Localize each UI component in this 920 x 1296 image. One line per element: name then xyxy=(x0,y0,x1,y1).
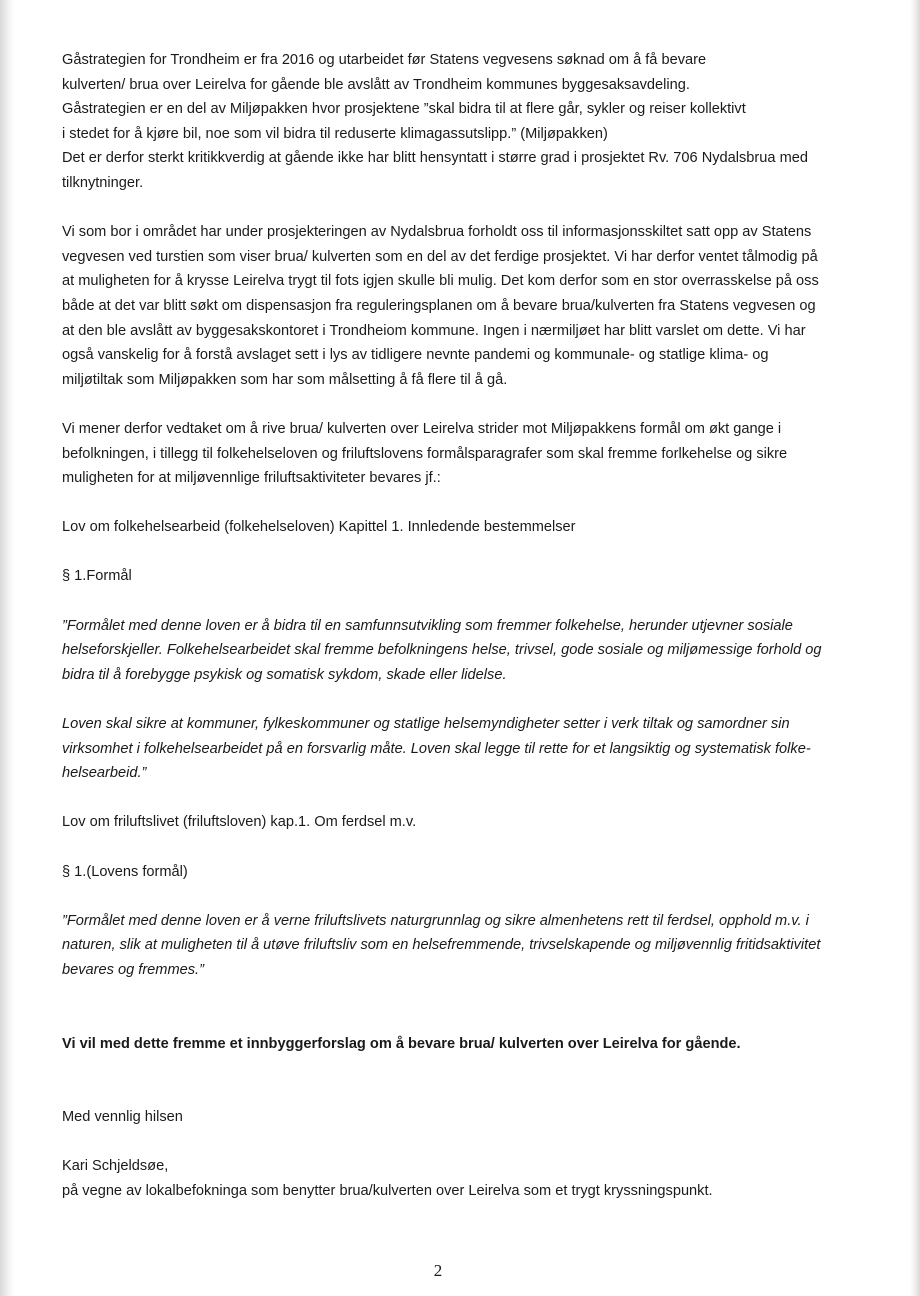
paragraph xyxy=(62,220,882,392)
text-line: Gåstrategien for Trondheim er fra 2016 og utarbeidet før Statens vegvesens søknad om å få bevare xyxy=(62,52,707,68)
text-line: helsearbeid.” xyxy=(62,765,147,782)
text-line: i stedet for å kjøre bil, noe som vil bidra til reduserte klimagassutslipp.” (Miljøpakken) xyxy=(62,125,608,142)
text-line: vegvesen ved turstien som viser brua/ kulverten som en del av det ferdige prosjektet. Vi har derfor ventet tålmodig på xyxy=(62,248,818,265)
text-line: virksomhet i folkehelsearbeidet på en forsvarlig måte. Loven skal legge til rette for et langsiktig og systematisk folke- xyxy=(62,740,811,757)
text-line: bevares og fremmes.” xyxy=(62,961,204,978)
text-line: § 1.Formål xyxy=(62,568,132,585)
text-line: Det er derfor sterkt kritikkverdig at gående ikke har blitt hensyntatt i større grad i prosjektet Rv. 706 Nydalsbrua med xyxy=(62,150,808,167)
text-line: befolkningen, i tillegg til folkehelseloven og friluftslovens formålsparagrafer som skal fremme forlkehelse og sikre xyxy=(62,445,788,462)
text-line: både at det var blitt søkt om dispensasjon fra reguleringsplanen om å bevare brua/kulverten fra Statens vegvesen og xyxy=(62,297,816,314)
paragraph xyxy=(62,1105,882,1130)
paragraph xyxy=(62,810,882,835)
paragraph xyxy=(62,564,882,589)
text-line: bidra til å forebygge psykisk og somatisk sykdom, skade eller lidelse. xyxy=(62,666,507,683)
text-line: Med vennlig hilsen xyxy=(62,1109,183,1126)
text-line: helseforskjeller. Folkehelsearbeidet skal fremme befolkningens helse, trivsel, gode sosiale og miljømessige forhold og xyxy=(62,642,822,659)
text-line: Vi vil med dette fremme et innbyggerforslag om å bevare brua/ kulverten over Leirelva for gående. xyxy=(62,1035,741,1052)
text-line: Lov om folkehelsearbeid (folkehelseloven) Kapittel 1. Innledende bestemmelser xyxy=(62,519,576,536)
paragraph xyxy=(62,712,882,786)
paragraph xyxy=(62,417,882,491)
paragraph xyxy=(62,614,882,688)
document-body xyxy=(62,48,882,1204)
text-line: Lov om friluftslivet (friluftsloven) kap.1. Om ferdsel m.v. xyxy=(62,814,417,831)
paragraph xyxy=(62,48,882,196)
paragraph xyxy=(62,1032,882,1057)
text-line: at muligheten for å krysse Leirelva trygt til fots igjen skulle bli mulig. Det kom derfor som en stor overrasskelse på oss xyxy=(62,273,819,290)
text-line: Vi som bor i området har under prosjekteringen av Nydalsbrua forholdt oss til informasjonsskiltet satt opp av Statens xyxy=(62,224,812,241)
text-line: miljøtiltak som Miljøpakken som har som målsetting å få flere til å gå. xyxy=(62,371,508,388)
page-edge-shadow-right xyxy=(910,0,920,1296)
text-line: Loven skal sikre at kommuner, fylkeskommuner og statlige helsemyndigheter setter i verk tiltak og samordner sin xyxy=(62,716,790,733)
paragraph xyxy=(62,1154,882,1203)
text-line: muligheten for at miljøvennlige friluftsaktiviteter bevares jf.: xyxy=(62,470,441,487)
text-line: at den ble avslått av byggesakskontoret i Trondheiom kommune. Ingen i nærmiljøet har blitt varslet om dette. Vi har xyxy=(62,322,806,339)
text-line: på vegne av lokalbefokninga som benytter brua/kulverten over Leirelva som et trygt kryssningspunkt. xyxy=(62,1182,713,1199)
page-number: 2 xyxy=(433,1261,443,1280)
text-line: Kari Schjeldsøe, xyxy=(62,1158,169,1175)
text-line: ”Formålet med denne loven er å verne friluftslivets naturgrunnlag og sikre almenhetens rett til ferdsel, opphold m.v. i xyxy=(62,912,809,929)
text-line: naturen, slik at muligheten til å utøve friluftsliv som en helsefremmende, trivselskapende og miljøvennlig fritidsaktivitet xyxy=(62,937,821,954)
text-line: ”Formålet med denne loven er å bidra til en samfunnsutvikling som fremmer folkehelse, herunder utjevner sosiale xyxy=(62,617,793,634)
text-line: Gåstrategien er en del av Miljøpakken hvor prosjektene ”skal bidra til at flere går, sykler og reiser kollektivt xyxy=(62,101,746,118)
text-line: tilknytninger. xyxy=(62,174,144,191)
paragraph xyxy=(62,860,882,885)
text-line: også vanskelig for å forstå avslaget sett i lys av tidligere nevnte pandemi og kommunale- og statlige klima- og xyxy=(62,347,769,364)
page-edge-shadow-left xyxy=(0,0,14,1296)
paragraph xyxy=(62,515,882,540)
text-line: § 1.(Lovens formål) xyxy=(62,863,188,880)
text-line: kulverten/ brua over Leirelva for gående ble avslått av Trondheim kommunes byggesaksavdeling. xyxy=(62,76,690,93)
text-line: Vi mener derfor vedtaket om å rive brua/ kulverten over Leirelva strider mot Miljøpakkens formål om økt gange i xyxy=(62,420,782,437)
paragraph xyxy=(62,909,882,983)
